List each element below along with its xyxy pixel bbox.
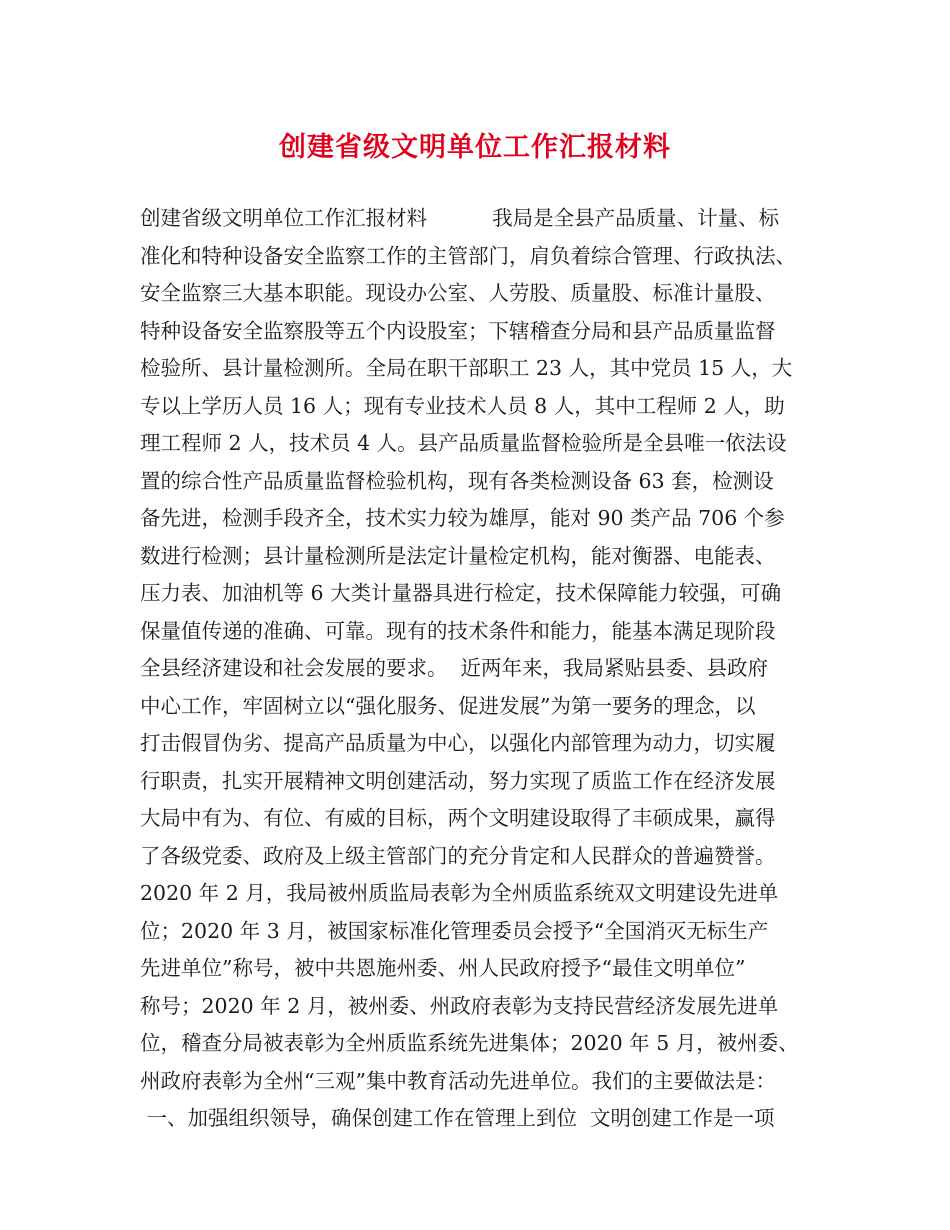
body-line: 打击假冒伪劣、提高产品质量为中心，以强化内部管理为动力，切实履 — [140, 731, 776, 755]
body-line: 了各级党委、政府及上级主管部门的充分肯定和人民群众的普遍赞誉。 — [140, 843, 776, 868]
body-line: 全县经济建设和社会发展的要求。 近两年来，我局紧贴县委、县政府 — [140, 656, 769, 680]
body-line: 创建省级文明单位工作汇报材料 我局是全县产品质量、计量、标 — [140, 206, 780, 230]
body-line: 压力表、加油机等 6 大类计量器具进行检定，技术保障能力较强，可确 — [140, 581, 782, 605]
document-body — [140, 200, 830, 1138]
body-line: 保量值传递的准确、可靠。现有的技术条件和能力，能基本满足现阶段 — [140, 618, 776, 643]
body-line: 称号；2020 年 2 月，被州委、州政府表彰为支持民营经济发展先进单 — [140, 993, 779, 1018]
body-line: 州政府表彰为全州“三观”集中教育活动先进单位。我们的主要做法是： — [140, 1068, 776, 1093]
document-title: 创建省级文明单位工作汇报材料 — [279, 132, 671, 163]
body-line: 安全监察三大基本职能。现设办公室、人劳股、质量股、标准计量股、 — [140, 281, 776, 305]
body-line: 理工程师 2 人，技术员 4 人。县产品质量监督检验所是全县唯一依法设 — [140, 431, 787, 455]
body-line: 特种设备安全监察股等五个内设股室；下辖稽查分局和县产品质量监督 — [140, 318, 776, 343]
body-line: 数进行检测；县计量检测所是法定计量检定机构，能对衡器、电能表、 — [140, 543, 776, 568]
body-line: 位，稽查分局被表彰为全州质监系统先进集体；2020 年 5 月，被州委、 — [140, 1031, 799, 1055]
body-line: 2020 年 2 月，我局被州质监局表彰为全州质监系统双文明建设先进单 — [140, 881, 779, 905]
body-line: 先进单位”称号，被中共恩施州委、州人民政府授予“最佳文明单位” — [140, 956, 746, 980]
body-line: 准化和特种设备安全监察工作的主管部门，肩负着综合管理、行政执法、 — [140, 243, 796, 268]
body-line: 置的综合性产品质量监督检验机构，现有各类检测设备 63 套，检测设 — [140, 468, 774, 493]
body-line: 大局中有为、有位、有威的目标，两个文明建设取得了丰硕成果，赢得 — [140, 806, 776, 830]
body-line: 检验所、县计量检测所。全局在职干部职工 23 人，其中党员 15 人，大 — [140, 356, 793, 380]
body-line: 专以上学历人员 16 人；现有专业技术人员 8 人，其中工程师 2 人，助 — [140, 393, 785, 418]
body-line: 备先进，检测手段齐全，技术实力较为雄厚，能对 90 类产品 706 个参 — [140, 506, 785, 530]
body-line: 一、加强组织领导，确保创建工作在管理上到位 文明创建工作是一项 — [140, 1106, 775, 1130]
body-line: 行职责，扎实开展精神文明创建活动，努力实现了质监工作在经济发展 — [140, 768, 776, 793]
body-line: 中心工作，牢固树立以“强化服务、促进发展”为第一要务的理念，以 — [140, 693, 756, 718]
body-line: 位；2020 年 3 月，被国家标准化管理委员会授予“全国消灭无标生产 — [140, 918, 769, 943]
